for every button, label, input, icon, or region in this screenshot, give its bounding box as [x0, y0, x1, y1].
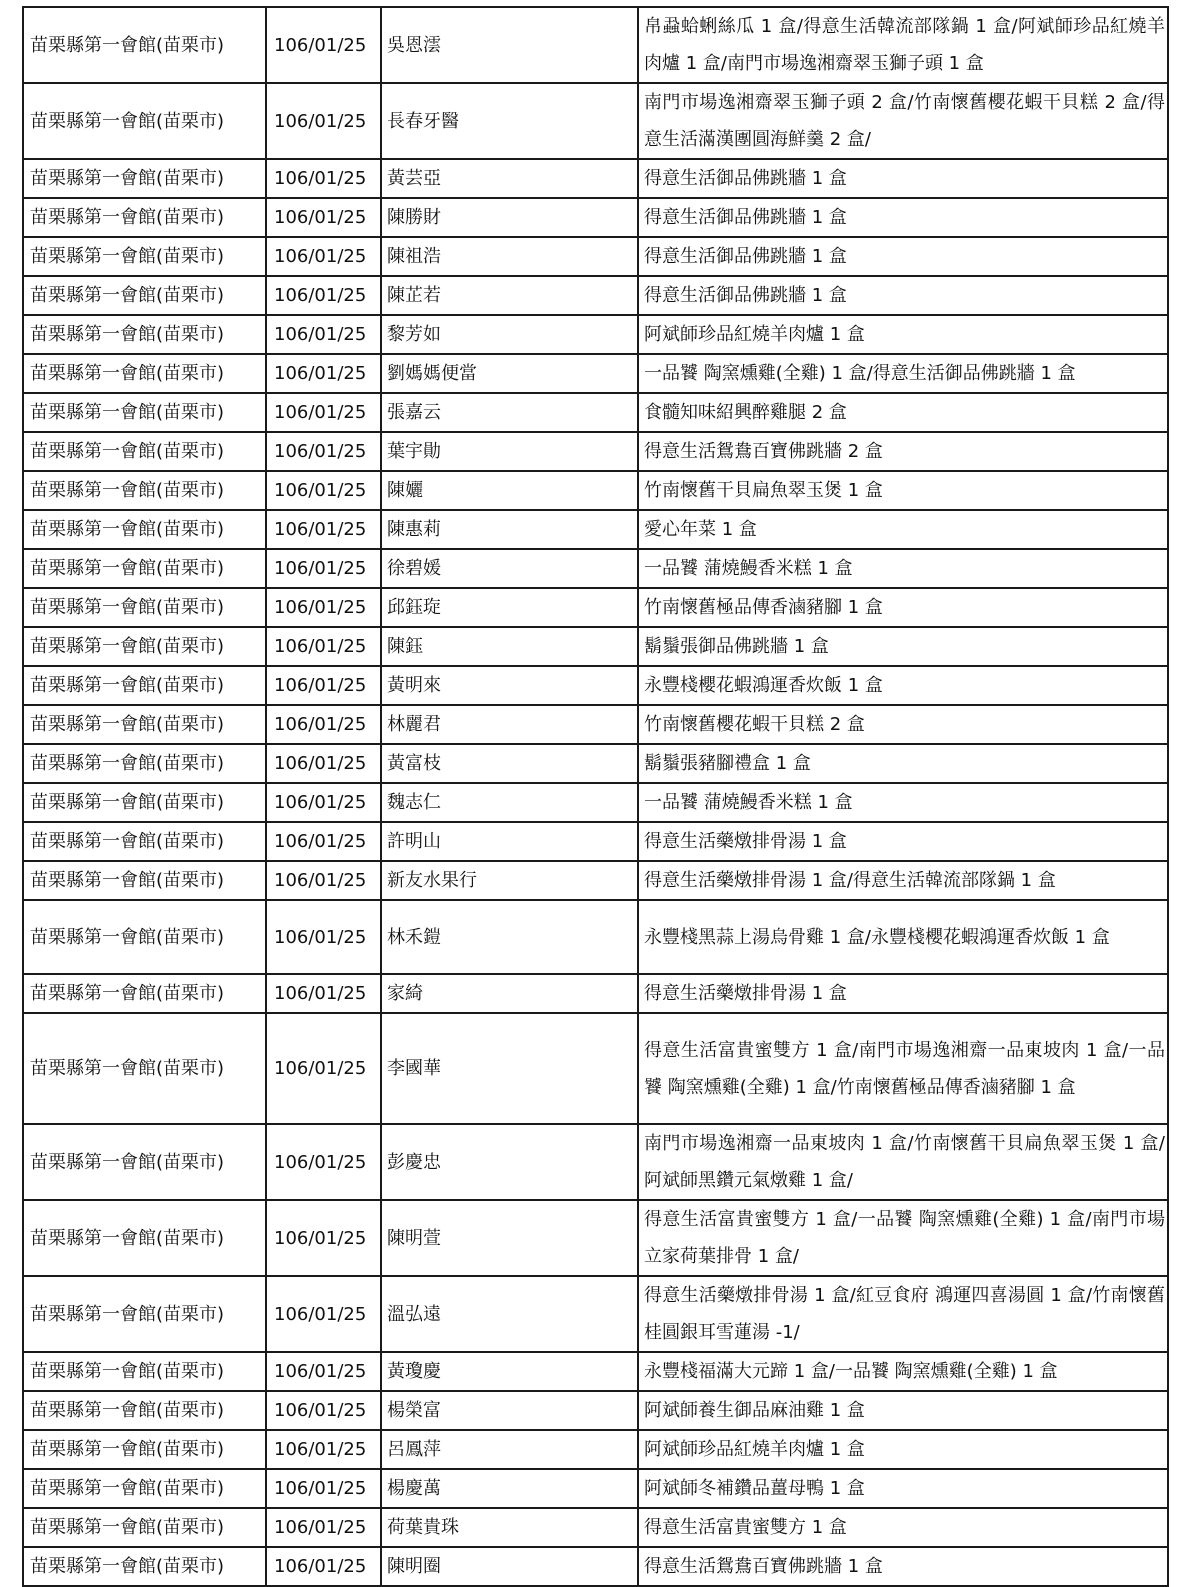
date-cell: 106/01/25 — [266, 276, 381, 315]
date-cell: 106/01/25 — [266, 1352, 381, 1391]
recipient-name-cell: 黃芸亞 — [381, 159, 638, 198]
gift-items-cell: 愛心年菜 1 盒 — [638, 510, 1168, 549]
date-cell: 106/01/25 — [266, 783, 381, 822]
table-row — [23, 393, 1168, 432]
date-cell: 106/01/25 — [266, 705, 381, 744]
venue-cell: 苗栗縣第一會館(苗栗市) — [23, 1508, 266, 1547]
recipient-name-cell: 邱鈺琁 — [381, 588, 638, 627]
venue-cell: 苗栗縣第一會館(苗栗市) — [23, 198, 266, 237]
recipient-name-cell: 長春牙醫 — [381, 83, 638, 159]
gift-items-cell: 一品饕 陶窯燻雞(全雞) 1 盒/得意生活御品佛跳牆 1 盒 — [638, 354, 1168, 393]
table-row — [23, 744, 1168, 783]
gift-items-cell: 得意生活鴛鴦百寶佛跳牆 1 盒 — [638, 1547, 1168, 1586]
recipient-name-cell: 林麗君 — [381, 705, 638, 744]
date-cell: 106/01/25 — [266, 354, 381, 393]
table-row — [23, 861, 1168, 900]
table-row — [23, 276, 1168, 315]
date-cell: 106/01/25 — [266, 900, 381, 974]
recipient-name-cell: 陳勝財 — [381, 198, 638, 237]
table-row — [23, 666, 1168, 705]
date-cell: 106/01/25 — [266, 432, 381, 471]
venue-cell: 苗栗縣第一會館(苗栗市) — [23, 276, 266, 315]
venue-cell: 苗栗縣第一會館(苗栗市) — [23, 783, 266, 822]
table-row — [23, 7, 1168, 83]
venue-cell: 苗栗縣第一會館(苗栗市) — [23, 744, 266, 783]
recipient-name-cell: 黃瓊慶 — [381, 1352, 638, 1391]
table-row — [23, 974, 1168, 1013]
date-cell: 106/01/25 — [266, 198, 381, 237]
table-row — [23, 900, 1168, 974]
gift-items-cell: 得意生活御品佛跳牆 1 盒 — [638, 159, 1168, 198]
gift-items-cell: 得意生活藥燉排骨湯 1 盒 — [638, 974, 1168, 1013]
date-cell: 106/01/25 — [266, 588, 381, 627]
venue-cell: 苗栗縣第一會館(苗栗市) — [23, 1013, 266, 1124]
gift-items-cell: 一品饕 蒲燒鰻香米糕 1 盒 — [638, 549, 1168, 588]
gift-items-cell: 竹南懷舊極品傳香滷豬腳 1 盒 — [638, 588, 1168, 627]
recipient-name-cell: 陳明萱 — [381, 1200, 638, 1276]
recipient-name-cell: 黃明來 — [381, 666, 638, 705]
recipient-name-cell: 李國華 — [381, 1013, 638, 1124]
venue-cell: 苗栗縣第一會館(苗栗市) — [23, 315, 266, 354]
date-cell: 106/01/25 — [266, 1276, 381, 1352]
table-row — [23, 705, 1168, 744]
recipient-name-cell: 陳芷若 — [381, 276, 638, 315]
date-cell: 106/01/25 — [266, 744, 381, 783]
table-row — [23, 588, 1168, 627]
date-cell: 106/01/25 — [266, 237, 381, 276]
venue-cell: 苗栗縣第一會館(苗栗市) — [23, 393, 266, 432]
gift-items-cell: 永豐棧櫻花蝦鴻運香炊飯 1 盒 — [638, 666, 1168, 705]
date-cell: 106/01/25 — [266, 159, 381, 198]
venue-cell: 苗栗縣第一會館(苗栗市) — [23, 1352, 266, 1391]
recipient-name-cell: 張嘉云 — [381, 393, 638, 432]
recipient-name-cell: 林禾鎧 — [381, 900, 638, 974]
gift-items-cell: 竹南懷舊櫻花蝦干貝糕 2 盒 — [638, 705, 1168, 744]
date-cell: 106/01/25 — [266, 1469, 381, 1508]
venue-cell: 苗栗縣第一會館(苗栗市) — [23, 1547, 266, 1586]
table-row — [23, 1508, 1168, 1547]
gift-items-cell: 阿斌師珍品紅燒羊肉爐 1 盒 — [638, 1430, 1168, 1469]
gift-items-cell: 鬍鬚張御品佛跳牆 1 盒 — [638, 627, 1168, 666]
table-row — [23, 1013, 1168, 1124]
date-cell: 106/01/25 — [266, 974, 381, 1013]
table-row — [23, 83, 1168, 159]
gift-items-cell: 得意生活富貴蜜雙方 1 盒/南門市場逸湘齋一品東坡肉 1 盒/一品饕 陶窯燻雞(全雞) 1 盒/竹南懷舊極品傳香滷豬腳 1 盒 — [638, 1013, 1168, 1124]
venue-cell: 苗栗縣第一會館(苗栗市) — [23, 1276, 266, 1352]
date-cell: 106/01/25 — [266, 822, 381, 861]
table-row — [23, 315, 1168, 354]
venue-cell: 苗栗縣第一會館(苗栗市) — [23, 974, 266, 1013]
date-cell: 106/01/25 — [266, 1430, 381, 1469]
recipient-name-cell: 徐碧媛 — [381, 549, 638, 588]
venue-cell: 苗栗縣第一會館(苗栗市) — [23, 666, 266, 705]
venue-cell: 苗栗縣第一會館(苗栗市) — [23, 7, 266, 83]
recipient-name-cell: 彭慶忠 — [381, 1124, 638, 1200]
venue-cell: 苗栗縣第一會館(苗栗市) — [23, 627, 266, 666]
date-cell: 106/01/25 — [266, 7, 381, 83]
table-row — [23, 1469, 1168, 1508]
gift-items-cell: 得意生活富貴蜜雙方 1 盒/一品饕 陶窯燻雞(全雞) 1 盒/南門市場立家荷葉排骨 1 盒/ — [638, 1200, 1168, 1276]
recipient-name-cell: 陳明圈 — [381, 1547, 638, 1586]
table-row — [23, 549, 1168, 588]
venue-cell: 苗栗縣第一會館(苗栗市) — [23, 237, 266, 276]
table-row — [23, 432, 1168, 471]
recipient-name-cell: 陳惠莉 — [381, 510, 638, 549]
gift-items-cell: 一品饕 蒲燒鰻香米糕 1 盒 — [638, 783, 1168, 822]
table-row — [23, 1352, 1168, 1391]
date-cell: 106/01/25 — [266, 315, 381, 354]
venue-cell: 苗栗縣第一會館(苗栗市) — [23, 471, 266, 510]
date-cell: 106/01/25 — [266, 83, 381, 159]
date-cell: 106/01/25 — [266, 627, 381, 666]
gift-items-cell: 得意生活御品佛跳牆 1 盒 — [638, 276, 1168, 315]
table-row — [23, 198, 1168, 237]
recipient-name-cell: 陳祖浩 — [381, 237, 638, 276]
gift-items-cell: 得意生活御品佛跳牆 1 盒 — [638, 198, 1168, 237]
gift-items-cell: 得意生活御品佛跳牆 1 盒 — [638, 237, 1168, 276]
venue-cell: 苗栗縣第一會館(苗栗市) — [23, 588, 266, 627]
gift-items-cell: 南門市場逸湘齋一品東坡肉 1 盒/竹南懷舊干貝扁魚翠玉煲 1 盒/阿斌師黑鑽元氣燉雞 1 盒/ — [638, 1124, 1168, 1200]
venue-cell: 苗栗縣第一會館(苗栗市) — [23, 1469, 266, 1508]
venue-cell: 苗栗縣第一會館(苗栗市) — [23, 510, 266, 549]
venue-cell: 苗栗縣第一會館(苗栗市) — [23, 900, 266, 974]
gift-items-cell: 竹南懷舊干貝扁魚翠玉煲 1 盒 — [638, 471, 1168, 510]
venue-cell: 苗栗縣第一會館(苗栗市) — [23, 83, 266, 159]
venue-cell: 苗栗縣第一會館(苗栗市) — [23, 705, 266, 744]
venue-cell: 苗栗縣第一會館(苗栗市) — [23, 354, 266, 393]
recipient-name-cell: 魏志仁 — [381, 783, 638, 822]
date-cell: 106/01/25 — [266, 393, 381, 432]
table-row — [23, 159, 1168, 198]
gift-items-cell: 得意生活藥燉排骨湯 1 盒/紅豆食府 鴻運四喜湯圓 1 盒/竹南懷舊桂圓銀耳雪蓮湯 -1/ — [638, 1276, 1168, 1352]
recipient-name-cell: 吳恩澐 — [381, 7, 638, 83]
table-row — [23, 354, 1168, 393]
date-cell: 106/01/25 — [266, 1124, 381, 1200]
recipient-name-cell: 黃富枝 — [381, 744, 638, 783]
date-cell: 106/01/25 — [266, 666, 381, 705]
venue-cell: 苗栗縣第一會館(苗栗市) — [23, 1124, 266, 1200]
date-cell: 106/01/25 — [266, 549, 381, 588]
venue-cell: 苗栗縣第一會館(苗栗市) — [23, 159, 266, 198]
venue-cell: 苗栗縣第一會館(苗栗市) — [23, 432, 266, 471]
recipient-name-cell: 許明山 — [381, 822, 638, 861]
gift-items-cell: 得意生活藥燉排骨湯 1 盒 — [638, 822, 1168, 861]
recipient-name-cell: 劉媽媽便當 — [381, 354, 638, 393]
date-cell: 106/01/25 — [266, 510, 381, 549]
recipient-name-cell: 葉宇勛 — [381, 432, 638, 471]
gift-items-cell: 阿斌師珍品紅燒羊肉爐 1 盒 — [638, 315, 1168, 354]
gift-items-cell: 得意生活藥燉排骨湯 1 盒/得意生活韓流部隊鍋 1 盒 — [638, 861, 1168, 900]
recipient-name-cell: 呂鳳萍 — [381, 1430, 638, 1469]
table-row — [23, 1124, 1168, 1200]
gift-items-cell: 得意生活鴛鴦百寶佛跳牆 2 盒 — [638, 432, 1168, 471]
gift-items-cell: 食髓知味紹興醉雞腿 2 盒 — [638, 393, 1168, 432]
date-cell: 106/01/25 — [266, 1013, 381, 1124]
table-row — [23, 783, 1168, 822]
table-row — [23, 1430, 1168, 1469]
recipient-name-cell: 黎芳如 — [381, 315, 638, 354]
gift-items-cell: 得意生活富貴蜜雙方 1 盒 — [638, 1508, 1168, 1547]
table-row — [23, 1276, 1168, 1352]
gift-items-cell: 帛蝨蛤蜊絲瓜 1 盒/得意生活韓流部隊鍋 1 盒/阿斌師珍品紅燒羊肉爐 1 盒/南門市場逸湘齋翠玉獅子頭 1 盒 — [638, 7, 1168, 83]
date-cell: 106/01/25 — [266, 1547, 381, 1586]
venue-cell: 苗栗縣第一會館(苗栗市) — [23, 1430, 266, 1469]
table-row — [23, 1200, 1168, 1276]
table-row — [23, 627, 1168, 666]
gift-items-cell: 阿斌師冬補鑽品薑母鴨 1 盒 — [638, 1469, 1168, 1508]
table-row — [23, 1547, 1168, 1586]
recipient-name-cell: 楊榮富 — [381, 1391, 638, 1430]
recipient-name-cell: 陳鈺 — [381, 627, 638, 666]
gift-items-cell: 永豐棧黑蒜上湯烏骨雞 1 盒/永豐棧櫻花蝦鴻運香炊飯 1 盒 — [638, 900, 1168, 974]
gift-items-cell: 鬍鬚張豬腳禮盒 1 盒 — [638, 744, 1168, 783]
recipient-name-cell: 陳孋 — [381, 471, 638, 510]
venue-cell: 苗栗縣第一會館(苗栗市) — [23, 1200, 266, 1276]
recipient-table-body — [23, 7, 1168, 1586]
venue-cell: 苗栗縣第一會館(苗栗市) — [23, 549, 266, 588]
gift-items-cell: 阿斌師養生御品麻油雞 1 盒 — [638, 1391, 1168, 1430]
date-cell: 106/01/25 — [266, 471, 381, 510]
table-row — [23, 1391, 1168, 1430]
venue-cell: 苗栗縣第一會館(苗栗市) — [23, 1391, 266, 1430]
gift-items-cell: 南門市場逸湘齋翠玉獅子頭 2 盒/竹南懷舊櫻花蝦干貝糕 2 盒/得意生活滿漢團圓海鮮羹 2 盒/ — [638, 83, 1168, 159]
recipient-name-cell: 家綺 — [381, 974, 638, 1013]
gift-items-cell: 永豐棧福滿大元蹄 1 盒/一品饕 陶窯燻雞(全雞) 1 盒 — [638, 1352, 1168, 1391]
venue-cell: 苗栗縣第一會館(苗栗市) — [23, 861, 266, 900]
venue-cell: 苗栗縣第一會館(苗栗市) — [23, 822, 266, 861]
recipient-name-cell: 新友水果行 — [381, 861, 638, 900]
date-cell: 106/01/25 — [266, 1508, 381, 1547]
table-row — [23, 237, 1168, 276]
table-row — [23, 510, 1168, 549]
recipient-name-cell: 荷葉貴珠 — [381, 1508, 638, 1547]
table-row — [23, 471, 1168, 510]
date-cell: 106/01/25 — [266, 1391, 381, 1430]
table-row — [23, 822, 1168, 861]
date-cell: 106/01/25 — [266, 1200, 381, 1276]
recipient-name-cell: 楊慶萬 — [381, 1469, 638, 1508]
recipient-name-cell: 溫弘遠 — [381, 1276, 638, 1352]
recipient-table — [22, 6, 1169, 1587]
date-cell: 106/01/25 — [266, 861, 381, 900]
